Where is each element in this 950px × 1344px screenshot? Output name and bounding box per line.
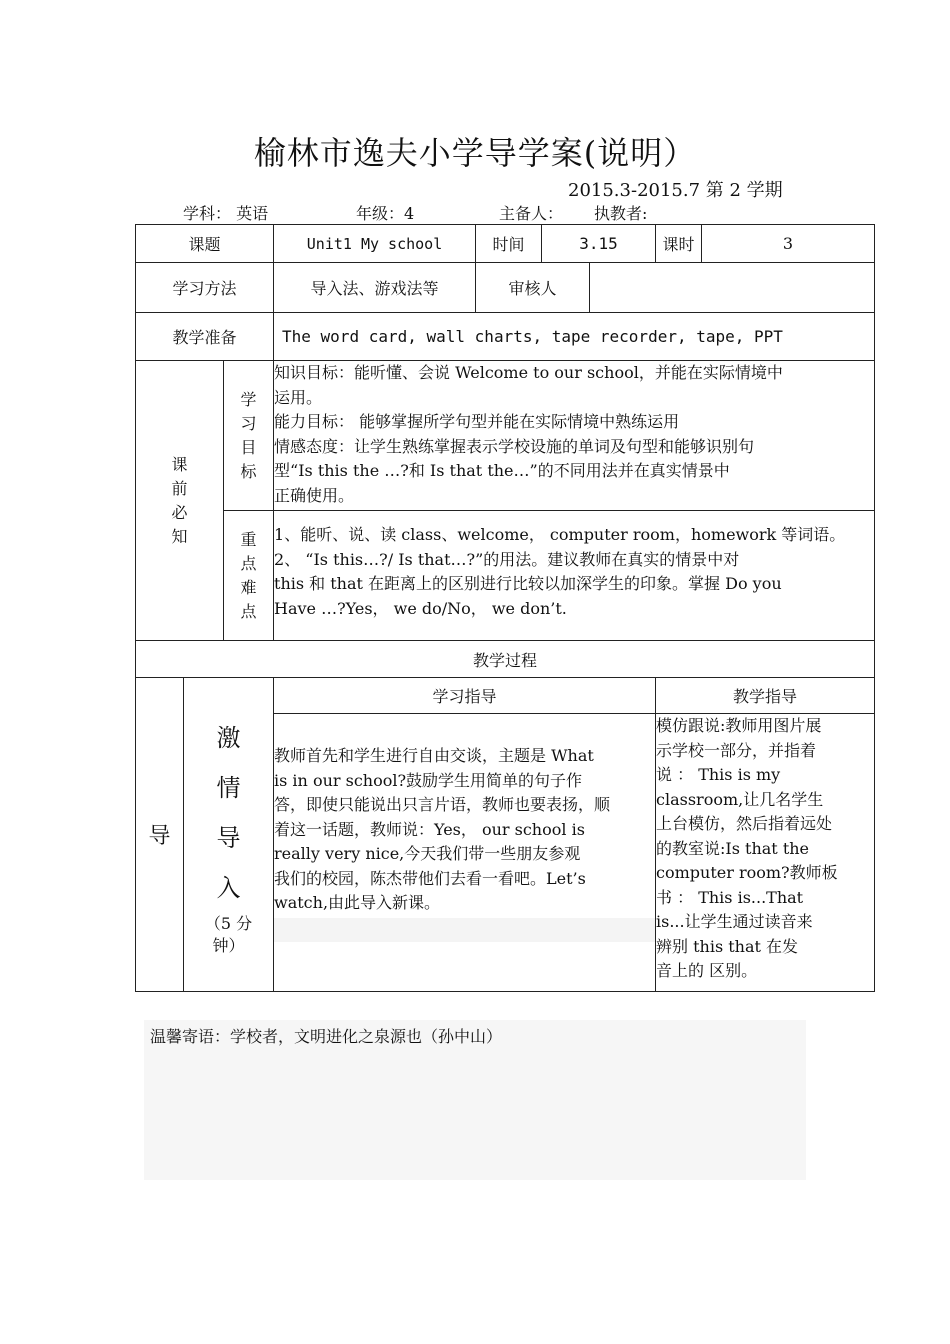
reviewer-value xyxy=(590,263,875,313)
grade-label: 年级：4 xyxy=(356,204,415,223)
teach-guide-header: 教学指导 xyxy=(656,678,875,714)
shaded-blank xyxy=(274,918,655,942)
subject-label: 学科： 英语 xyxy=(183,204,269,223)
stage-label: 激 情 导 入 （5 分 钟） xyxy=(184,678,274,992)
keypoints-text: 1、能听、说、读 class、welcome， computer room，homework 等词语。 2、 “Is this…?/ Is that…?”的用法。建议教师在真实的情景中对 this 和 that 在距离上的区别进行比较以加深学生的印象。掌握 Do you Have …?Yes， we do/No， we don’t. xyxy=(274,511,875,641)
teach-guide-text: 模仿跟说:教师用图片展 示学校一部分，并指着 说 ： This is my classroom,让几名学生 上台模仿，然后指着远处 的教室说:Is that the computer room?教师板 书 ： This is...That is...让学生通过读音来 辨别 this that 在发 音上的 区别。 xyxy=(656,714,875,992)
teacher-label: 执教者: xyxy=(594,204,648,223)
period-value: 3 xyxy=(702,225,875,263)
term-label: 2015.3-2015.7 第 2 学期 xyxy=(568,180,783,201)
footer-note: 温馨寄语：学校者，文明进化之泉源也（孙中山） xyxy=(144,1020,806,1180)
process-side-label: 导 xyxy=(136,678,184,992)
lesson-plan-table xyxy=(135,224,875,992)
period-label: 课时 xyxy=(656,225,702,263)
topic-value: Unit1 My school xyxy=(274,225,476,263)
preparer-label: 主备人： xyxy=(499,204,564,223)
page-title: 榆林市逸夫小学导学案(说明） xyxy=(253,134,697,172)
goals-text: 知识目标：能听懂、会说 Welcome to our school，并能在实际情境中 运用。 能力目标： 能够掌握所学句型并能在实际情境中熟练运用 情感态度：让学生熟练掌握表示学校设施的单词及句型和能够识别句 型“Is this the …?和 Is that the…”的不同用法并在真实情景中 正确使用。 xyxy=(274,361,875,511)
prestudy-label: 课前必知 xyxy=(136,361,224,641)
reviewer-label: 审核人 xyxy=(476,263,590,313)
method-label: 学习方法 xyxy=(136,263,274,313)
study-guide-header: 学习指导 xyxy=(274,678,656,714)
prep-value: The word card, wall charts, tape recorder, tape, PPT xyxy=(274,313,875,361)
time-label: 时间 xyxy=(476,225,542,263)
prep-label: 教学准备 xyxy=(136,313,274,361)
method-value: 导入法、游戏法等 xyxy=(274,263,476,313)
study-guide-text: 教师首先和学生进行自由交谈，主题是 What is in our school?鼓励学生用简单的句子作 答，即使只能说出只言片语，教师也要表扬，顺 着这一话题，教师说：Yes， our school is really very nice,今天我们带一些朋友参观 我们的校园，陈杰带他们去看一看吧。Let’s watch,由此导入新课。 xyxy=(274,714,656,992)
time-value: 3.15 xyxy=(542,225,656,263)
goals-label: 学习目标 xyxy=(224,361,274,511)
keypoints-label: 重点难点 xyxy=(224,511,274,641)
process-header: 教学过程 xyxy=(136,641,875,678)
topic-label: 课题 xyxy=(136,225,274,263)
